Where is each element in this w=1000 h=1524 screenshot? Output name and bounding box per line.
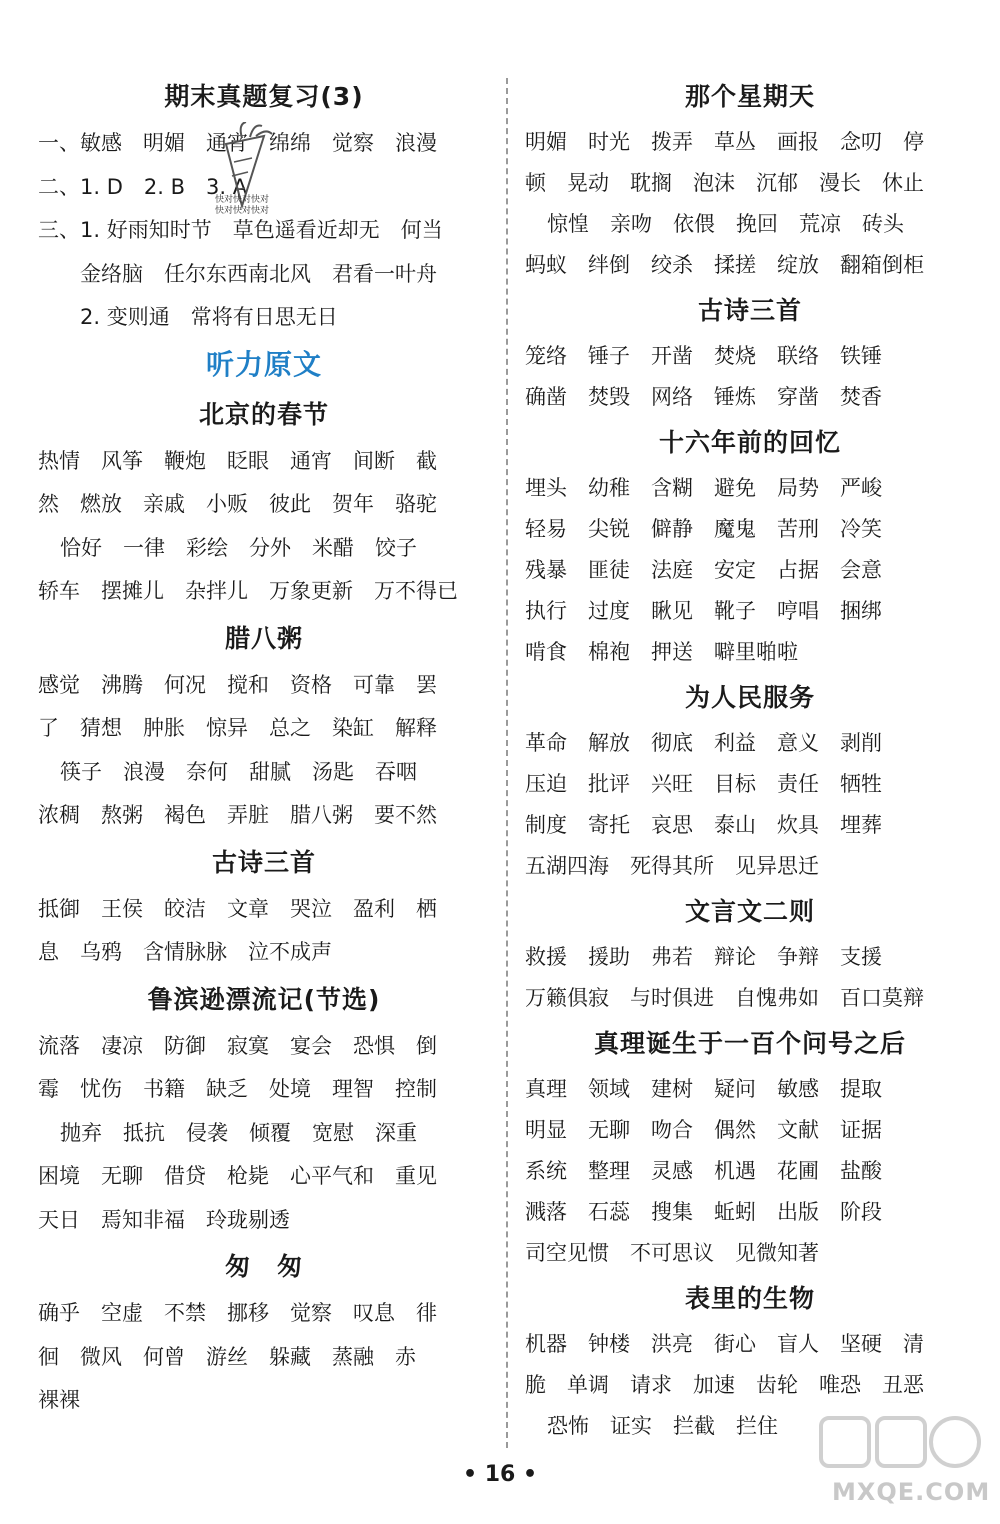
word-line: 浓稠 熬粥 褐色 弄脏 腊八粥 要不然 <box>38 803 437 827</box>
word-line: 裸裸 <box>38 1388 80 1412</box>
word-line: 明显 无聊 吻合 偶然 文献 证据 <box>525 1118 882 1142</box>
review-line-5: 2. 变则通 常将有日思无日 <box>80 305 338 329</box>
section-title: 为人民服务 <box>684 683 815 712</box>
review-line-3: 三、1. 好雨知时节 草色遥看近却无 何当 <box>38 218 443 242</box>
word-line: 司空见惯 不可思议 见微知著 <box>525 1241 819 1265</box>
word-line: 霉 忧伤 书籍 缺乏 处境 理智 控制 <box>38 1077 437 1101</box>
word-line: 筷子 浪漫 奈何 甜腻 汤匙 吞咽 <box>60 759 417 784</box>
section-title: 古诗三首 <box>697 296 802 325</box>
word-line: 轿车 摆摊儿 杂拌儿 万象更新 万不得已 <box>38 579 458 603</box>
section-title: 十六年前的回忆 <box>658 428 841 457</box>
word-line: 轻易 尖锐 僻静 魔鬼 苦刑 冷笑 <box>525 517 882 541</box>
word-line: 息 乌鸦 含情脉脉 泣不成声 <box>38 940 332 964</box>
word-line: 笼络 锤子 开凿 焚烧 联络 铁锤 <box>525 344 882 368</box>
listening-title: 听力原文 <box>205 347 322 381</box>
word-line: 感觉 沸腾 何况 搅和 资格 可靠 罢 <box>38 672 437 697</box>
word-line: 天日 焉知非福 玲珑剔透 <box>38 1207 290 1232</box>
word-line: 流落 凄凉 防御 寂寞 宴会 恐惧 倒 <box>38 1033 437 1058</box>
word-line: 五湖四海 死得其所 见异思迁 <box>525 854 819 878</box>
section-title: 文言文二则 <box>684 897 815 926</box>
watermark-text: MXQE.COM <box>832 1478 991 1506</box>
section-title: 鲁滨逊漂流记(节选) <box>147 984 381 1014</box>
word-line: 抛弃 抵抗 侵袭 倾覆 宽慰 深重 <box>60 1120 417 1145</box>
word-line: 困境 无聊 借贷 枪毙 心平气和 重见 <box>38 1164 437 1188</box>
review-line-1: 一、敏感 明媚 通宵 绵绵 觉察 浪漫 <box>38 131 437 155</box>
review-title: 期末真题复习(3) <box>164 82 364 111</box>
review-line-2: 二、1. D 2. B 3. A <box>38 174 248 199</box>
word-line: 了 猜想 肿胀 惊异 总之 染缸 解释 <box>38 716 437 740</box>
word-line: 脆 单调 请求 加速 齿轮 唯恐 丑恶 <box>525 1373 924 1397</box>
review-line-4: 金络脑 任尔东西南北风 君看一叶舟 <box>80 261 437 286</box>
section-title: 真理诞生于一百个问号之后 <box>593 1029 906 1058</box>
word-line: 恐怖 证实 拦截 拦住 <box>547 1414 778 1438</box>
stamp-line-2: 快对快对快对 <box>215 206 270 216</box>
section-title: 古诗三首 <box>211 847 316 877</box>
word-line: 然 燃放 亲戚 小贩 彼此 贺年 骆驼 <box>38 492 437 516</box>
page-number: • 16 • <box>462 1462 538 1487</box>
stamp-text <box>215 195 295 217</box>
word-line: 恰好 一律 彩绘 分外 米醋 饺子 <box>60 535 417 560</box>
word-line: 残暴 匪徒 法庭 安定 占据 会意 <box>525 558 882 582</box>
word-line: 机器 钟楼 洪亮 街心 盲人 坚硬 清 <box>525 1332 924 1356</box>
word-line: 执行 过度 瞅见 靴子 哼唱 捆绑 <box>525 599 882 623</box>
word-line: 蚂蚁 绊倒 绞杀 揉搓 绽放 翻箱倒柜 <box>525 253 924 277</box>
word-line: 抵御 王侯 皎洁 文章 哭泣 盈利 栖 <box>38 896 437 921</box>
word-line: 系统 整理 灵感 机遇 花圃 盐酸 <box>525 1159 882 1183</box>
word-line: 真理 领域 建树 疑问 敏感 提取 <box>525 1077 882 1101</box>
section-title: 匆 匆 <box>224 1252 303 1281</box>
right-column <box>525 72 975 1447</box>
word-line: 埋头 幼稚 含糊 避免 局势 严峻 <box>525 476 882 500</box>
word-line: 明媚 时光 拨弄 草丛 画报 念叨 停 <box>525 130 924 154</box>
section-title: 那个星期天 <box>684 82 815 111</box>
section-title: 腊八粥 <box>224 623 303 653</box>
word-line: 压迫 批评 兴旺 目标 责任 牺牲 <box>525 772 882 796</box>
word-line: 确乎 空虚 不禁 挪移 觉察 叹息 徘 <box>38 1301 437 1325</box>
word-line: 溅落 石蕊 搜集 蚯蚓 出版 阶段 <box>525 1200 882 1224</box>
word-line: 革命 解放 彻底 利益 意义 剥削 <box>525 731 882 755</box>
word-line: 啃食 棉袍 押送 噼里啪啦 <box>525 640 798 664</box>
word-line: 热情 风筝 鞭炮 眨眼 通宵 间断 截 <box>38 448 437 473</box>
word-line: 顿 晃动 耽搁 泡沫 沉郁 漫长 休止 <box>525 171 924 195</box>
word-line: 确凿 焚毁 网络 锤炼 穿凿 焚香 <box>525 385 882 409</box>
word-line: 惊惶 亲吻 依偎 挽回 荒凉 砖头 <box>547 212 904 236</box>
word-line: 救援 援助 弗若 辩论 争辩 支援 <box>525 945 882 969</box>
left-column <box>38 72 490 1423</box>
word-line: 制度 寄托 哀思 泰山 炊具 埋葬 <box>525 813 882 837</box>
stamp-line-1: 快对快对快对 <box>215 195 270 205</box>
word-line: 徊 微风 何曾 游丝 躲藏 蒸融 赤 <box>38 1344 416 1369</box>
section-title: 北京的春节 <box>198 399 329 429</box>
word-line: 万籁俱寂 与时俱进 自愧弗如 百口莫辩 <box>525 986 924 1010</box>
column-divider <box>506 78 508 1448</box>
section-title: 表里的生物 <box>684 1284 815 1313</box>
